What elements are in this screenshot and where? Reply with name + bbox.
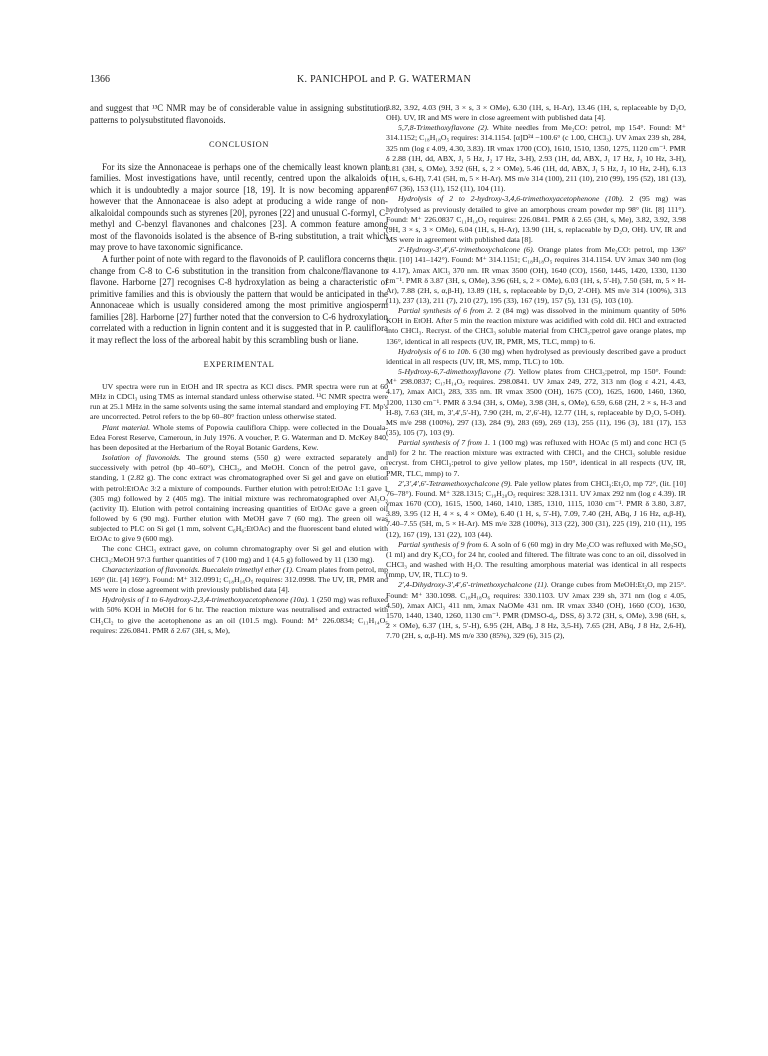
hydrolysis-1-label: Hydrolysis of 1 to 6-hydroxy-2,3,4-trimethoxyacetophenone (10a). xyxy=(102,595,310,605)
isolation-paragraph xyxy=(90,453,388,544)
plant-material-paragraph xyxy=(90,423,388,453)
hydrolysis-1-text: 1 (250 mg) was refluxed with 50% KOH in MeOH for 6 hr. The reaction mixture was neutralised and extracted with CH₂Cl₂ to give the acetophenone as an oil (101.5 mg). Found: M⁺ 226.0834; C₁₁H₁₄O₅ requires: 226.0841. PMR δ 2.67 (3H, s, Me), xyxy=(90,595,388,635)
hydrolysis-6-text: 6 (30 mg) when hydrolysed as previously described gave a product identical in all respects (UV, IR, MS, mmp, TLC) to 10b. xyxy=(386,346,686,366)
conclusion-paragraph-1: For its size the Annonaceae is perhaps one of the chemically least known plant families. Most investigations have, until recently, centred upon the alkaloids of which it is undoubtedly a major source [18, 19]. It is now becoming apparent however that the Annonaceae is also adept at producing a wide range of non-alkaloidal compounds such as styrenes [20], pyrones [22] and unusual C-formyl, C-methyl and C-benzyl flavanones and chalcones [23]. A common feature among most of the flavonoids isolated is the absence of B-ring substitution, a trait which may prove to have taxonomic significance. xyxy=(90,161,388,253)
running-head xyxy=(90,74,678,90)
compound-2-text: White needles from Me₂CO: petrol, mp 154°. Found: M⁺ 314.1152; C₁₈H₁₈O₅ requires: 314.1154. [α]D²⁴ −100.6° (c 1.00, CHCl₃). UV λmax 239 sh, 284, 325 nm (log ε 4.09, 4.30, 3.83). IR νmax 1700 (CO), 1610, 1510, 1350, 1275, 1120 cm⁻¹. PMR δ 2.88 (1H, dd, ABX, J₁ 5 Hz, J₂ 17 Hz, 3-H), 2.93 (1H, dd, ABX, J₁ 17 Hz, J₃ 10 Hz, 3-H), 3.81 (3H, s, OMe), 3.92 (6H, s, 2 × OMe), 5.46 (1H, dd, ABX, J₁ 5 Hz, J₃ 10 Hz, 2-H), 6.13 (1H, s, 6-H), 7.41 (5H, m, 5 × H-Ar). MS m/e 314 (100), 211 (10), 210 (99), 195 (52), 181 (13), 167 (36), 153 (11), 152 (11), 104 (11). xyxy=(386,123,686,194)
compound-2-paragraph xyxy=(386,123,686,194)
hydrolysis-2-text: 2 (95 mg) was hydrolysed as previously detailed to give an amorphous cream powder mp 98° (lit. [8] 111°). Found: M⁺ 226.0837 C₁₁H₁₄O₅ requires: 226.0841. PMR δ 2.65 (3H, s, Me), 3.82, 3.92, 3.98 (9H, 3 × s, 3 × OMe), 6.04 (1H, s, H-Ar), 13.90 (1H, s, replaceable by D₂O, OH). UV, IR and MS were in agreement with published data [8]. xyxy=(386,194,686,245)
hydrolysis-6-paragraph xyxy=(386,347,686,367)
conclusion-heading: CONCLUSION xyxy=(209,140,269,150)
compound-9-paragraph xyxy=(386,479,686,540)
author-running-title: K. PANICHPOL and P. G. WATERMAN xyxy=(297,74,471,85)
chcl3-extract-paragraph: The conc CHCl₃ extract gave, on column chromatography over Si gel and elution with CHCl₃:MeOH 97:3 further quantities of 7 (100 mg) and 1 (4.5 g) followed by 11 (130 mg). xyxy=(90,544,388,564)
partial-synthesis-9-text: A soln of 6 (60 mg) in dry Me₂CO was refluxed with Me₂SO₄ (1 ml) and dry K₂CO₃ for 24 hr, cooled and filtered. The filtrate was conc to an oil, dissolved in CHCl₃ and washed with H₂O. The resulting amorphous material was identical in all respects (mmp, UV, IR, TLC) to 9. xyxy=(386,539,686,580)
experimental-heading: EXPERIMENTAL xyxy=(203,360,275,370)
hydrolysis-2-label: Hydrolysis of 2 to 2-hydroxy-3,4,6-trimethoxyacetophenone (10b). xyxy=(398,194,624,204)
hydrolysis-1-paragraph xyxy=(90,595,388,636)
compound-9-text: Pale yellow plates from CHCl₃:Et₂O, mp 72°, (lit. [10] 76–78°). Found. M⁺ 328.1315; C₁₉H₂₀O₅ requires: 328.1311. UV λmax 292 nm (log ε 4.39). IR νmax 1670 (CO), 1615, 1500, 1460, 1410, 1385, 1310, 1115, 1030 cm⁻¹. PMR δ 3.80, 3.87, 3.89, 3.95 (12 H, 4 × s, 4 × OMe), 6.40 (1 H, s, 5′-H), 7.09, 7.40 (2H, ABq, J 16 Hz, α,β-H), 7.40–7.55 (5H, m, 5 × H-Ar). MS m/e 328 (100%), 313 (22), 300 (31), 225 (19), 210 (11), 195 (12), 167 (19), 131 (22), 103 (44). xyxy=(386,478,686,539)
characterization-text: Cream plates from petrol, mp 169° (lit. [4] 169°). Found: M⁺ 312.0991; C₁₈H₁₆O₅ requires: 312.0998. The UV, IR, PMR and MS were in close agreement with previously published data [4]. xyxy=(90,564,388,595)
compound-6-label: 2′-Hydroxy-3′,4′,6′-trimethoxychalcone (6). xyxy=(398,245,535,255)
compound-11-paragraph xyxy=(386,580,686,641)
intro-paragraph: and suggest that ¹³C NMR may be of considerable value in assigning substitution patterns to polysubstituted flavonoids. xyxy=(90,103,388,125)
compound-6-paragraph xyxy=(386,245,686,306)
partial-synthesis-7-label: Partial synthesis of 7 from 1. xyxy=(398,438,491,448)
partial-synthesis-7-text: 1 (100 mg) was refluxed with HOAc (5 ml) and conc HCl (5 ml) for 2 hr. The reaction mixture was extracted with CHCl₃ and the CHCl₃ soluble residue recryst. from CHCl₃:petrol to give yellow plates, mp 150°, identical in all respects (UV, IR, PMR, TLC, mmp) to 7. xyxy=(386,438,686,478)
isolation-text: The ground stems (550 g) were extracted separately and successively with petrol (bp 40–60°), CHCl₃, and MeOH. Concn of the petrol gave, on standing, 1 (2.82 g). The conc extract was chromatographed over Si gel and gave on elution with petrol:EtOAc 3:2 a mixture of compounds. Further elution with petrol:EtOAc 1:1 gave 1 (305 mg) followed by 2 (405 mg). The initial mixture was rechromatographed over Al₂O₃ (activity II). Elution with petrol containing increasing quantities of EtOAc gave a green oil followed by 6 (90 mg). Further elution with MeOH gave 7 (60 mg). The green oil was subjected to PLC on Si gel (1 mm, solvent C₆H₆:EtOAc) and the fluorescent band eluted with EtOAc to give 9 (600 mg). xyxy=(90,453,388,544)
compound-11-label: 2′,4-Dihydroxy-3′,4′,6′-trimethoxychalcone (11). xyxy=(398,580,549,590)
partial-synthesis-6-label: Partial synthesis of 6 from 2. xyxy=(398,306,494,316)
conclusion-paragraph-2: A further point of note with regard to the flavonoids of P. cauliflora concerns the change from C-8 to C-6 substitution in the transition from chalcone/flavanone to flavone. Harborne [27] recognises C-8 hydroxylation as being a characteristic of primitive families and this is obviously the pattern that would be anticipated in the Annonaceae which is usually considered among the most primitive angiosperm families [28]. Harborne [27] further noted that the conversion to C-6 hydroxylation correlated with a reduction in lignin content and it is suggested that in P. cauliflora it may reflect the loss of the arboreal habit by this scrambling bush or liane. xyxy=(90,254,388,345)
plant-material-text: Whole stems of Popowia cauliflora Chipp. were collected in the Douala-Edea Forest Reserve, Cameroun, in July 1976. A voucher, P. G. Waterman and D. McKey 840, has been deposited at the Herbarium of the Royal Botanic Gardens, Kew. xyxy=(90,422,388,452)
partial-synthesis-9-label: Partial synthesis of 9 from 6. xyxy=(398,539,490,549)
partial-synthesis-6-paragraph xyxy=(386,306,686,347)
right-column xyxy=(386,103,686,641)
compound-7-paragraph xyxy=(386,367,686,438)
compound-2-label: 5,7,8-Trimethoxyflavone (2). xyxy=(398,123,489,133)
experimental-intro: UV spectra were run in EtOH and IR spectra as KCl discs. PMR spectra were run at 60 MHz in CDCl₃ using TMS as internal standard unless otherwise stated. ¹³C NMR spectra were run at 25.1 MHz in the same solvents using the same internal standard and employing FT. Mp's are uncorrected. Petrol refers to the bp 60–80° fraction unless otherwise stated. xyxy=(90,381,388,422)
compound-7-text: Yellow plates from CHCl₃:petrol, mp 150°. Found: M⁺ 298.0837; C₁₇H₁₄O₅ requires. 298.0841. UV λmax 249, 272, 313 nm (log ε 4.21, 4.43, 4.17), λmax AlCl₃ 283, 335 nm. IR νmax 3500 (OH), 1675 (CO), 1625, 1600, 1460, 1360, 1200, 1130 cm⁻¹. PMR δ 3.94 (3H, s, OMe), 3.98 (3H, s, OMe), 6.59, 6.68 (2H, 2 × s, H-3 and H-8), 7.63 (3H, m, 3′,4′,5′-H), 7.90 (2H, m, 2′,6′-H), 12.77 (1H, s, replaceable by D₂O, 5-OH). MS m/e 298 (100%), 297 (13), 284 (9), 283 (69), 269 (13), 255 (11), 196 (3), 181 (17), 153 (35), 105 (7), 103 (9). xyxy=(386,367,686,437)
partial-synthesis-7-paragraph xyxy=(386,438,686,479)
partial-synthesis-6-text: 2 (84 mg) was dissolved in the minimum quantity of 50% KOH in EtOH. After 5 min the reaction mixture was acidified with cold dil. HCl and extracted into CHCl₃. Recryst. of the CHCl₃ soluble material from CHCl₃:petrol gave orange plates, mp 136°, identical in all respects (UV, IR, PMR, MS, TLC, mmp) to 6. xyxy=(386,306,686,346)
compound-9-label: 2′,3′,4′,6′-Tetramethoxychalcone (9). xyxy=(398,478,513,488)
plant-material-label: Plant material. xyxy=(102,422,151,432)
isolation-label: Isolation of flavonoids. xyxy=(102,453,181,463)
continuation-paragraph: 3.82, 3.92, 4.03 (9H, 3 × s, 3 × OMe), 6.30 (1H, s, H-Ar), 13.46 (1H, s, replaceable by D₂O, OH). UV, IR and MS were in close agreement with published data [4]. xyxy=(386,103,686,123)
hydrolysis-6-label: Hydrolysis of 6 to 10b. xyxy=(398,346,471,356)
page-number: 1366 xyxy=(90,74,110,85)
compound-6-text: Orange plates from Me₂CO: petrol, mp 136° (lit. [10] 141–142°). Found: M⁺ 314.1151; C₁₈H₁₈O₅ requires 314.1154. UV λmax 340 nm (log ε 4.17), λmax AlCl₃ 370 nm. IR νmax 3500 (OH), 1640 (CO), 1560, 1445, 1420, 1330, 1130 cm⁻¹. PMR δ 3.87 (3H, s, OMe), 3.96 (6H, s, 2 × OMe), 6.03 (1H, s, 5′-H), 7.50 (5H, m, 5 × H-Ar), 7.88 (2H, s, α,β-H), 13.89 (1H, s, replaceable by D₂O, 2′-OH). MS m/e 314 (100%), 313 (11), 237 (13), 211 (7), 210 (27), 195 (33), 167 (19), 157 (5), 131 (5), 103 (10). xyxy=(386,245,686,305)
compound-11-text: Orange cubes from MeOH:Et₂O, mp 215°. Found: M⁺ 330.1098. C₁₈H₁₈O₆ requires: 330.1103. UV λmax 239 sh, 371 nm (log ε 4.05, 4.50), λmax AlCl₃ 411 nm, λmax NaOMe 431 nm. IR νmax 3340 (OH), 1660 (CO), 1630, 1570, 1440, 1340, 1260, 1130 cm⁻¹. PMR (DMSO-d₆, DSS, δ) 3.72 (3H, s, OMe), 3.98 (6H, s, 2 × OMe), 6.37 (1H, s, 5′-H), 6.95 (2H, ABq, J 8 Hz, 3,5-H), 7.65 (2H, ABq, J 8 Hz, 2,6-H), 7.70 (2H, s, α,β-H). MS m/e 330 (85%), 329 (6), 315 (2), xyxy=(386,580,686,641)
hydrolysis-2-paragraph xyxy=(386,194,686,245)
partial-synthesis-9-paragraph xyxy=(386,540,686,581)
characterization-label: Characterization of flavonoids. Buecalein trimethyl ether (1). xyxy=(102,564,294,574)
left-column xyxy=(90,103,388,636)
compound-7-label: 5-Hydroxy-6,7-dimethoxyflavone (7). xyxy=(398,367,516,377)
characterization-paragraph xyxy=(90,565,388,595)
